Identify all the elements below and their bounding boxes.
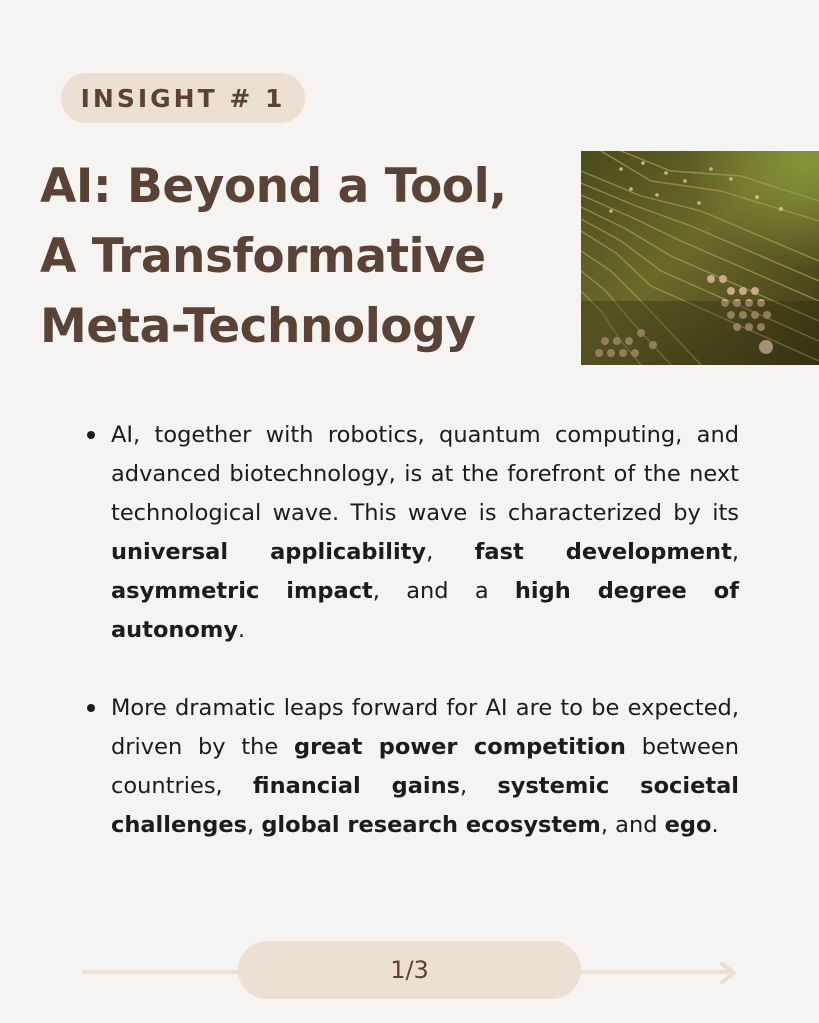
bullet-2-bold-5: ego xyxy=(664,812,712,838)
bullet-1-text-1: AI, together with robotics, quantum computing, and advanced biotechnology, is at the forefront of the next technological wave. This wave is characterized by its xyxy=(111,422,739,526)
insight-badge-label: INSIGHT # 1 xyxy=(80,83,286,113)
insight-badge xyxy=(61,73,305,123)
page-indicator-label: 1/3 xyxy=(390,956,429,984)
page-title xyxy=(40,152,580,362)
bullet-2-bold-2: financial gains xyxy=(252,773,461,799)
bullet-1-bold-1: universal applicability xyxy=(111,539,427,565)
bullet-1-text-4: , and a xyxy=(372,578,515,604)
circuit-board-image xyxy=(581,151,819,365)
bullet-2-text-6: . xyxy=(711,812,719,838)
bullet-2-bold-3: systemic societal challenges xyxy=(111,773,739,838)
bullet-2-text-1: More dramatic leaps forward for AI are to be expected, driven by the xyxy=(111,695,739,760)
bullet-1-bold-2: fast development xyxy=(474,539,732,565)
bullet-2-text-2: between countries, xyxy=(111,734,739,799)
bullet-2-text-5: , and xyxy=(600,812,665,838)
bullet-2-text-4: , xyxy=(247,812,262,838)
bullet-1-bold-3: asymmetric impact xyxy=(111,578,373,604)
bullet-1-text-5: . xyxy=(238,617,246,643)
bullet-2-bold-1: great power competition xyxy=(293,734,626,760)
bullet-1-text-3: , xyxy=(731,539,739,565)
title-line-2: A Transformative xyxy=(40,229,486,284)
page-indicator xyxy=(238,941,581,999)
bullet-item xyxy=(111,416,739,650)
arrow-right-icon[interactable] xyxy=(714,960,740,986)
bullet-item xyxy=(111,689,739,845)
bullet-2-bold-4: global research ecosystem xyxy=(261,812,601,838)
bullet-2-text-3: , xyxy=(460,773,498,799)
insight-bullet-list xyxy=(111,416,739,884)
title-line-1: AI: Beyond a Tool, xyxy=(40,159,507,214)
bullet-1-text-2: , xyxy=(426,539,475,565)
bullet-1-bold-4: high degree of autonomy xyxy=(111,578,739,643)
title-line-3: Meta-Technology xyxy=(40,299,476,354)
